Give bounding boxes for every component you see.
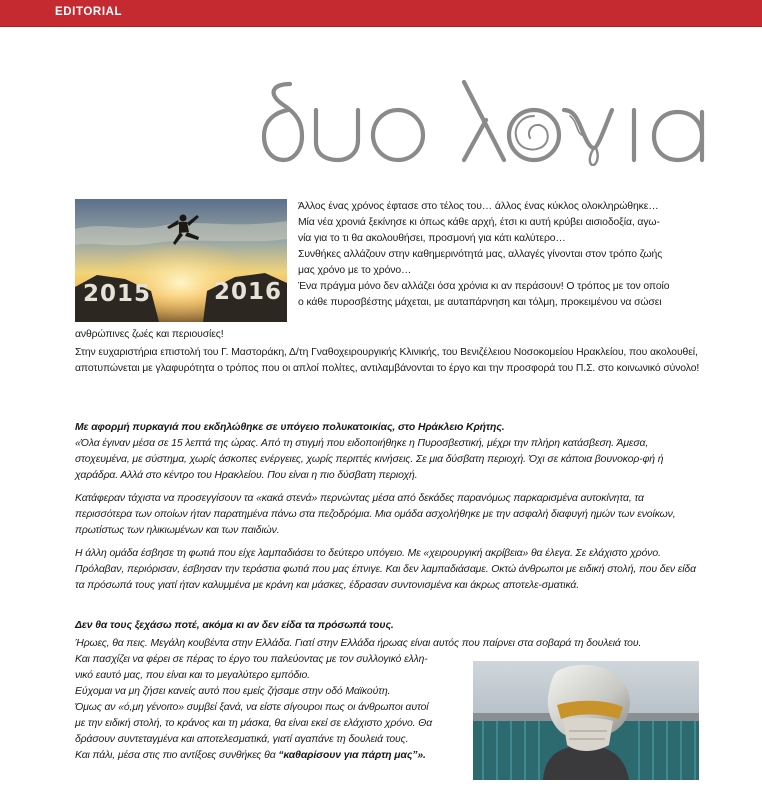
letter-closing-line: δράσουν συντεταγμένα και αποτελεσματικά, γιατί αγαπάνε τη δουλειά τους. xyxy=(75,734,409,745)
final-quote: “καθαρίσουν για πάρτη μας”». xyxy=(278,750,426,761)
intro-line: Άλλος ένας χρόνος έφτασε στο τέλος του… άλλος ένας κύκλος ολοκληρώθηκε… xyxy=(298,201,659,212)
page-title xyxy=(258,62,708,166)
final-prefix: Και πάλι, μέσα στις πιο αντίξοες συνθήκες θα xyxy=(75,750,279,761)
letter-heading: Με αφορμή πυρκαγιά που εκδηλώθηκε σε υπόγειο πολυκατοικίας, στο Ηράκλειο Κρήτης. xyxy=(75,422,505,433)
new-year-jump-photo xyxy=(75,199,287,322)
title-lettering-graphic xyxy=(258,62,708,166)
letter-final-line xyxy=(75,748,467,764)
letter-closing-line: Όμως αν «ό,μη γένοιτο» συμβεί ξανά, να είστε σίγουροι πως οι άνθρωποι αυτοί xyxy=(75,702,429,713)
letter-paragraph: «Όλα έγιναν μέσα σε 15 λεπτά της ώρας. Από τη στιγμή που ειδοποιήθηκε η Πυροσβεστική, μέχρι την πλήρη κατάσβεση. Άμεσα, στοχευμένα, με σύστημα, χωρίς άσκοπες ενέργειες, χωρίς περιττές κινήσεις. Σε μια δύσβατη περιοχή. Όχι σε κάποια βουνοκορ-φή ή χαράδρα. Αλλά στο κέντρο του Ηρακλείου. Που είναι η πιο δύσβατη περιοχή. xyxy=(75,438,664,481)
intro-continuation: ανθρώπινες ζωές και περιουσίες! xyxy=(75,329,224,340)
letter-subheading: Δεν θα τους ξεχάσω ποτέ, ακόμα κι αν δεν είδα τα πρόσωπά τους. xyxy=(75,620,394,631)
letter-paragraph: Η άλλη ομάδα έσβησε τη φωτιά που είχε λαμπαδιάσει το δεύτερο υπόγειο. Με «χειρουργική ακρίβεια» θα έλεγα. Σε ελάχιστο χρόνο. Πρόλαβαν, περιόρισαν, έσβησαν την τεράστια φωτιά που μας έπνιγε. Και δεν λαμπαδιάσαμε. Οκτώ άνθρωποι με ειδική στολή, που δεν είδα τα πρόσωπά τους γιατί ήταν καλυμμένα με κράνη και μάσκες, έδρασαν συντονισμένα και άκρως αποτελε-σματικά. xyxy=(75,548,696,591)
intro-text-block xyxy=(298,199,706,311)
letter-closing-block xyxy=(75,652,467,764)
letter-closing-line: με την ειδική στολή, το κράνος και τη μάσκα, θα είναι εκεί σε ελάχιστο χρόνο. Θα xyxy=(75,718,433,729)
section-header-bar xyxy=(0,0,762,27)
intro-line: ο κάθε πυροσβέστης μάχεται, με αυταπάρνηση και τόλμη, προκειμένου να σώσει xyxy=(298,297,662,308)
intro-line: νία για το τι θα ακολουθήσει, προσμονή για κάτι καλύτερο… xyxy=(298,233,566,244)
year-left-label: 2015 xyxy=(83,281,152,307)
letter-closing-line: Ήρωες, θα πεις. Μεγάλη κουβέντα στην Ελλάδα. Γιατί στην Ελλάδα ήρωας είναι αυτός που παίρνει στα σοβαρά τη δουλειά του. xyxy=(75,638,642,649)
page-title-text xyxy=(258,62,262,63)
letter-closing-line: Και πασχίζει να φέρει σε πέρας το έργο του παλεύοντας με τον συλλογικό ελλη- xyxy=(75,654,428,665)
firefighter-photo xyxy=(473,661,699,780)
letter-closing-line: Εύχομαι να μη ζήσει κανείς αυτό που εμείς ζήσαμε στην οδό Μαϊκούτη. xyxy=(75,686,391,697)
intro-line: Ένα πράγμα μόνο δεν αλλάζει όσα χρόνια κι αν περάσουν! Ο τρόπος με τον οποίο xyxy=(298,281,670,292)
intro-line: Μία νέα χρονιά ξεκίνησε κι όπως κάθε αρχή, έτσι κι αυτή κρύβει αισιοδοξία, αγω- xyxy=(298,217,660,228)
intro-line: Συνθήκες αλλάζουν στην καθημερινότητά μας, αλλαγές γίνονται στον τρόπο ζωής xyxy=(298,249,663,260)
letter-closing-line: νικό εαυτό μας, που είναι και το μεγαλύτερο εμπόδιο. xyxy=(75,670,310,681)
letter-paragraph: Κατάφεραν τάχιστα να προσεγγίσουν τα «κακά στενά» περνώντας μέσα από δεκάδες παρανόμως παρκαρισμένα αυτοκίνητα, τα περισσότερα των οποίων ήταν παρατημένα πάνω στα πεζοδρόμια. Μια ομάδα ασχολήθηκε με την ασφαλή διαφυγή ημών των ενοίκων, πρωτίστως των ηλικιωμένων και των παιδιών. xyxy=(75,493,676,536)
letter-intro-paragraph: Στην ευχαριστήρια επιστολή του Γ. Μαστοράκη, Δ/τη Γναθοχειρουργικής Κλινικής, του Βενιζέλειου Νοσοκομείου Ηρακλείου, που ακολουθεί, αποτυπώνεται με γλαφυρότητα ο τρόπος που οι απλοί πολίτες, αντιλαμβάνονται το έργο και την προσφορά του Π.Σ. στο κοινωνικό σύνολο! xyxy=(75,347,700,374)
intro-line: μας χρόνο με το χρόνο… xyxy=(298,265,412,276)
year-right-label: 2016 xyxy=(214,279,283,305)
section-label: EDITORIAL xyxy=(55,6,123,18)
